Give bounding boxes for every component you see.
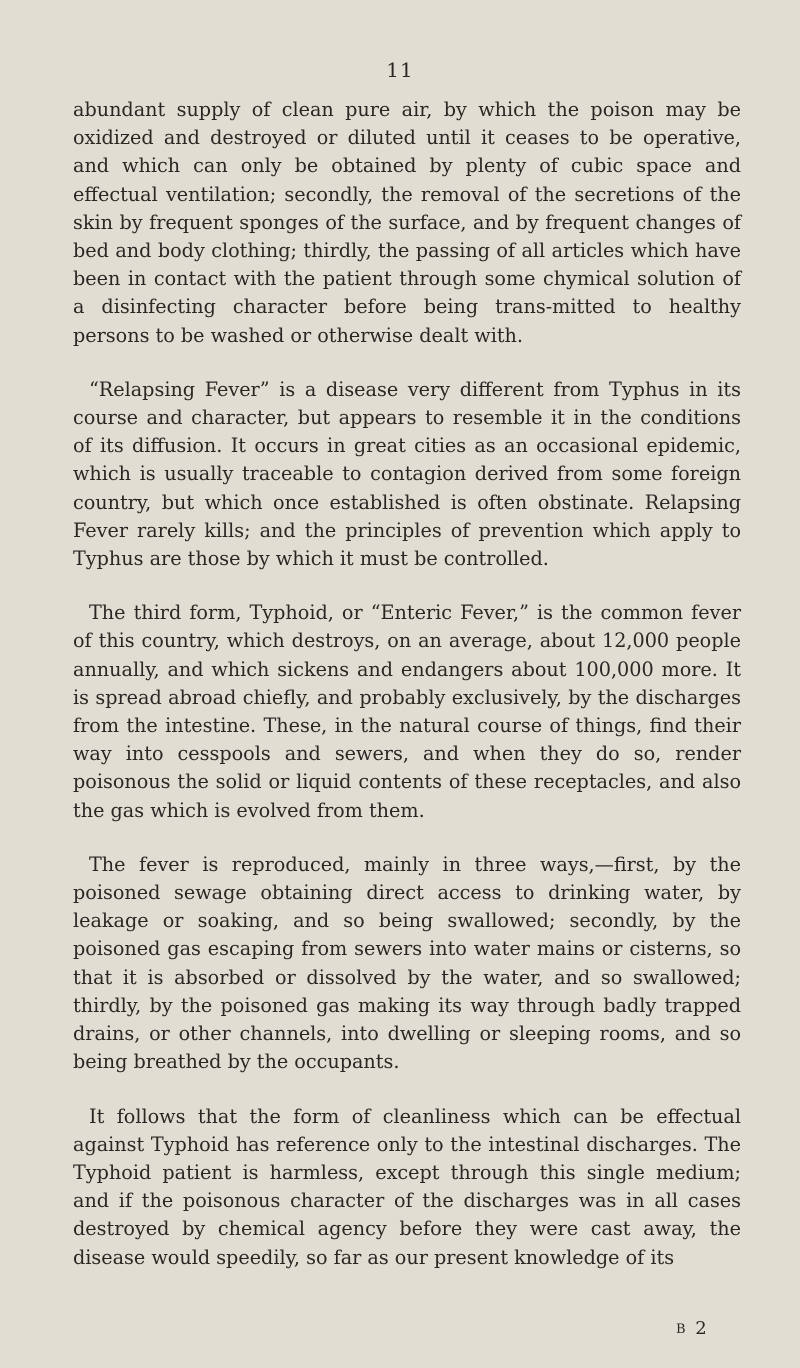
page-number: 11 [386,58,414,82]
paragraph-3: The third form, Typhoid, or “Enteric Fever,” is the common fever of this country, which destroys, on an average, about 12,000 people annually, and which sickens and endangers about 100,000 more. It is spread abroad chiefly, and probably exclusively, by the discharges from the intestine. These, in the natural course of things, find their way into cesspools and sewers, and when they do so, render poisonous the solid or liquid contents of these receptacles, and also the gas which is evolved from them. [73,601,741,822]
signature-number: 2 [695,1318,709,1339]
body-text [73,96,741,1272]
signature-letter: B [676,1322,688,1337]
signature-mark [676,1318,709,1339]
paragraph-1: abundant supply of clean pure air, by which the poison may be oxidized and destroyed or diluted until it ceases to be operative, and which can only be obtained by plenty of cubic space and effectual ventilation; secondly, the removal of the secretions of the skin by frequent sponges of the surface, and by frequent changes of bed and body clothing; thirdly, the passing of all articles which have been in contact with the patient through some chymical solution of a disinfecting character before being trans-mitted to healthy persons to be washed or otherwise dealt with. [73,98,741,347]
paragraph-5: It follows that the form of cleanliness which can be effectual against Typhoid has reference only to the intestinal discharges. The Typhoid patient is harmless, except through this single medium; and if the poisonous character of the discharges was in all cases destroyed by chemical agency before they were cast away, the disease would speedily, so far as our present knowledge of its [73,1104,741,1269]
paragraph-4: The fever is reproduced, mainly in three ways,—first, by the poisoned sewage obtaining direct access to drinking water, by leakage or soaking, and so being swallowed; secondly, by the poisoned gas escaping from sewers into water mains or cisterns, so that it is absorbed or dissolved by the water, and so swallowed; thirdly, by the poisoned gas making its way through badly trapped drains, or other channels, into dwelling or sleeping rooms, and so being breathed by the occupants. [73,852,741,1074]
paragraph-2: “Relapsing Fever” is a disease very different from Typhus in its course and character, but appears to resemble it in the conditions of its diffusion. It occurs in great cities as an occasional epidemic, which is usually traceable to contagion derived from some foreign country, but which once established is often obstinate. Relapsing Fever rarely kills; and the principles of prevention which apply to Typhus are those by which it must be controlled. [73,377,741,571]
